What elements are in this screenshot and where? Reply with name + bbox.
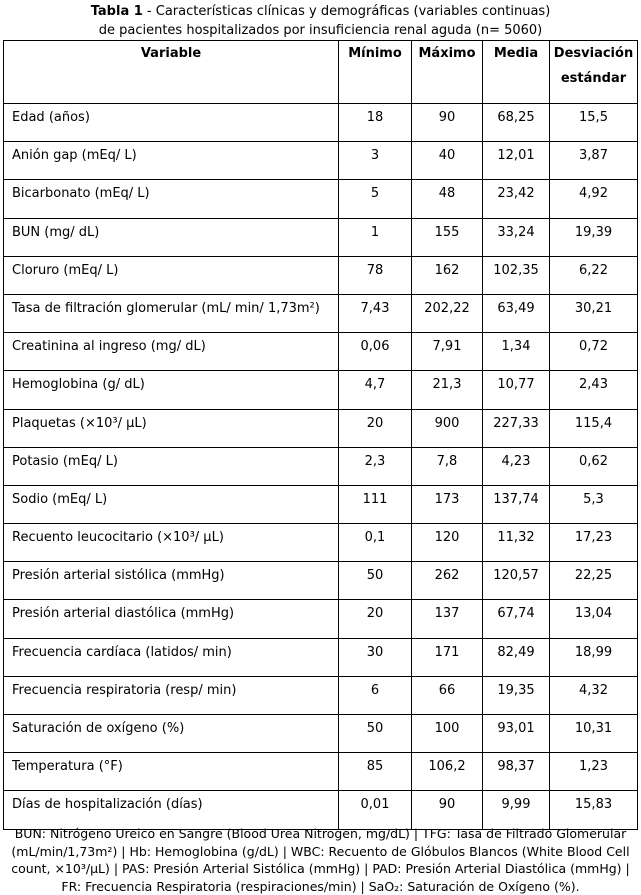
cell-variable: Frecuencia respiratoria (resp/ min) [4,676,339,714]
table-row [4,447,638,485]
table-row [4,409,638,447]
cell-mean: 67,74 [483,600,550,638]
table-row [4,600,638,638]
cell-variable: Días de hospitalización (días) [4,791,339,829]
table-row [4,333,638,371]
cell-variable: Presión arterial sistólica (mmHg) [4,562,339,600]
table-footnote: BUN: Nitrógeno Ureico en Sangre (Blood Urea Nitrogen, mg/dL) | TFG: Tasa de Filtrado Glomerular (mL/min/1,73m²) | Hb: Hemoglobina (g/dL) | WBC: Recuento de Glóbulos Blancos (White Blood Cell count, ×10³/µL) | PAS: Presión Arterial Sistólica (mmHg) | PAD: Presión Arterial Diastólica (mmHg) | FR: Frecuencia Respiratoria (respiraciones/min) | SaO₂: Saturación de Oxígeno (%). [11,826,630,894]
cell-sd: 4,92 [550,180,638,218]
header-row [4,41,638,104]
cell-sd: 0,72 [550,333,638,371]
table-row [4,715,638,753]
cell-variable: Sodio (mEq/ L) [4,485,339,523]
cell-max: 162 [412,256,483,294]
cell-variable: Plaquetas (×10³/ µL) [4,409,339,447]
cell-mean: 33,24 [483,218,550,256]
cell-max: 21,3 [412,371,483,409]
cell-max: 171 [412,638,483,676]
cell-mean: 102,35 [483,256,550,294]
cell-sd: 15,5 [550,104,638,142]
cell-sd: 17,23 [550,524,638,562]
cell-mean: 23,42 [483,180,550,218]
cell-sd: 22,25 [550,562,638,600]
cell-mean: 120,57 [483,562,550,600]
table-body [4,104,638,830]
cell-variable: Cloruro (mEq/ L) [4,256,339,294]
cell-variable: Creatinina al ingreso (mg/ dL) [4,333,339,371]
cell-max: 7,8 [412,447,483,485]
cell-variable: Frecuencia cardíaca (latidos/ min) [4,638,339,676]
cell-min: 20 [339,409,412,447]
cell-min: 50 [339,562,412,600]
cell-sd: 2,43 [550,371,638,409]
cell-variable: Temperatura (°F) [4,753,339,791]
table-row [4,104,638,142]
cell-max: 90 [412,791,483,829]
cell-variable: Potasio (mEq/ L) [4,447,339,485]
cell-max: 120 [412,524,483,562]
cell-mean: 137,74 [483,485,550,523]
cell-sd: 3,87 [550,142,638,180]
header-min: Mínimo [339,41,412,104]
cell-mean: 82,49 [483,638,550,676]
cell-min: 5 [339,180,412,218]
cell-mean: 93,01 [483,715,550,753]
cell-min: 1 [339,218,412,256]
cell-max: 173 [412,485,483,523]
cell-mean: 4,23 [483,447,550,485]
cell-mean: 63,49 [483,294,550,332]
table-row [4,676,638,714]
cell-max: 900 [412,409,483,447]
table-row [4,562,638,600]
cell-max: 7,91 [412,333,483,371]
cell-sd: 115,4 [550,409,638,447]
cell-min: 50 [339,715,412,753]
cell-mean: 98,37 [483,753,550,791]
cell-variable: Anión gap (mEq/ L) [4,142,339,180]
table-row [4,485,638,523]
cell-max: 262 [412,562,483,600]
cell-variable: Hemoglobina (g/ dL) [4,371,339,409]
caption-label: Tabla 1 [90,4,143,19]
cell-sd: 30,21 [550,294,638,332]
cell-min: 0,06 [339,333,412,371]
cell-min: 30 [339,638,412,676]
cell-mean: 227,33 [483,409,550,447]
cell-mean: 9,99 [483,791,550,829]
table-row [4,180,638,218]
cell-min: 85 [339,753,412,791]
table-row [4,142,638,180]
cell-min: 6 [339,676,412,714]
cell-min: 18 [339,104,412,142]
cell-min: 7,43 [339,294,412,332]
cell-min: 4,7 [339,371,412,409]
cell-max: 137 [412,600,483,638]
cell-max: 155 [412,218,483,256]
table-row [4,524,638,562]
cell-sd: 18,99 [550,638,638,676]
header-sd: Desviación estándar [550,41,638,104]
caption-line1: - Características clínicas y demográficas (variables continuas) [142,4,551,19]
cell-max: 66 [412,676,483,714]
cell-min: 0,1 [339,524,412,562]
cell-sd: 6,22 [550,256,638,294]
cell-min: 111 [339,485,412,523]
table-row [4,294,638,332]
cell-max: 40 [412,142,483,180]
cell-min: 78 [339,256,412,294]
table-row [4,791,638,829]
cell-mean: 10,77 [483,371,550,409]
cell-mean: 12,01 [483,142,550,180]
cell-min: 0,01 [339,791,412,829]
cell-mean: 68,25 [483,104,550,142]
cell-variable: Bicarbonato (mEq/ L) [4,180,339,218]
cell-variable: BUN (mg/ dL) [4,218,339,256]
cell-variable: Tasa de filtración glomerular (mL/ min/ 1,73m²) [4,294,339,332]
table-row [4,638,638,676]
data-table [3,40,638,830]
cell-sd: 5,3 [550,485,638,523]
cell-variable: Edad (años) [4,104,339,142]
cell-min: 20 [339,600,412,638]
cell-sd: 19,39 [550,218,638,256]
table-row [4,371,638,409]
cell-mean: 11,32 [483,524,550,562]
cell-sd: 13,04 [550,600,638,638]
table-row [4,256,638,294]
cell-sd: 10,31 [550,715,638,753]
cell-max: 202,22 [412,294,483,332]
cell-min: 3 [339,142,412,180]
table-caption [0,2,641,40]
cell-variable: Recuento leucocitario (×10³/ µL) [4,524,339,562]
header-mean: Media [483,41,550,104]
header-max: Máximo [412,41,483,104]
cell-sd: 0,62 [550,447,638,485]
cell-variable: Presión arterial diastólica (mmHg) [4,600,339,638]
table-row [4,753,638,791]
cell-mean: 19,35 [483,676,550,714]
caption-line2: de pacientes hospitalizados por insuficiencia renal aguda (n= 5060) [98,23,543,38]
cell-max: 48 [412,180,483,218]
cell-variable: Saturación de oxígeno (%) [4,715,339,753]
cell-mean: 1,34 [483,333,550,371]
table-row [4,218,638,256]
cell-min: 2,3 [339,447,412,485]
cell-max: 106,2 [412,753,483,791]
cell-max: 90 [412,104,483,142]
cell-sd: 4,32 [550,676,638,714]
cell-sd: 15,83 [550,791,638,829]
cell-sd: 1,23 [550,753,638,791]
header-variable: Variable [4,41,339,104]
cell-max: 100 [412,715,483,753]
